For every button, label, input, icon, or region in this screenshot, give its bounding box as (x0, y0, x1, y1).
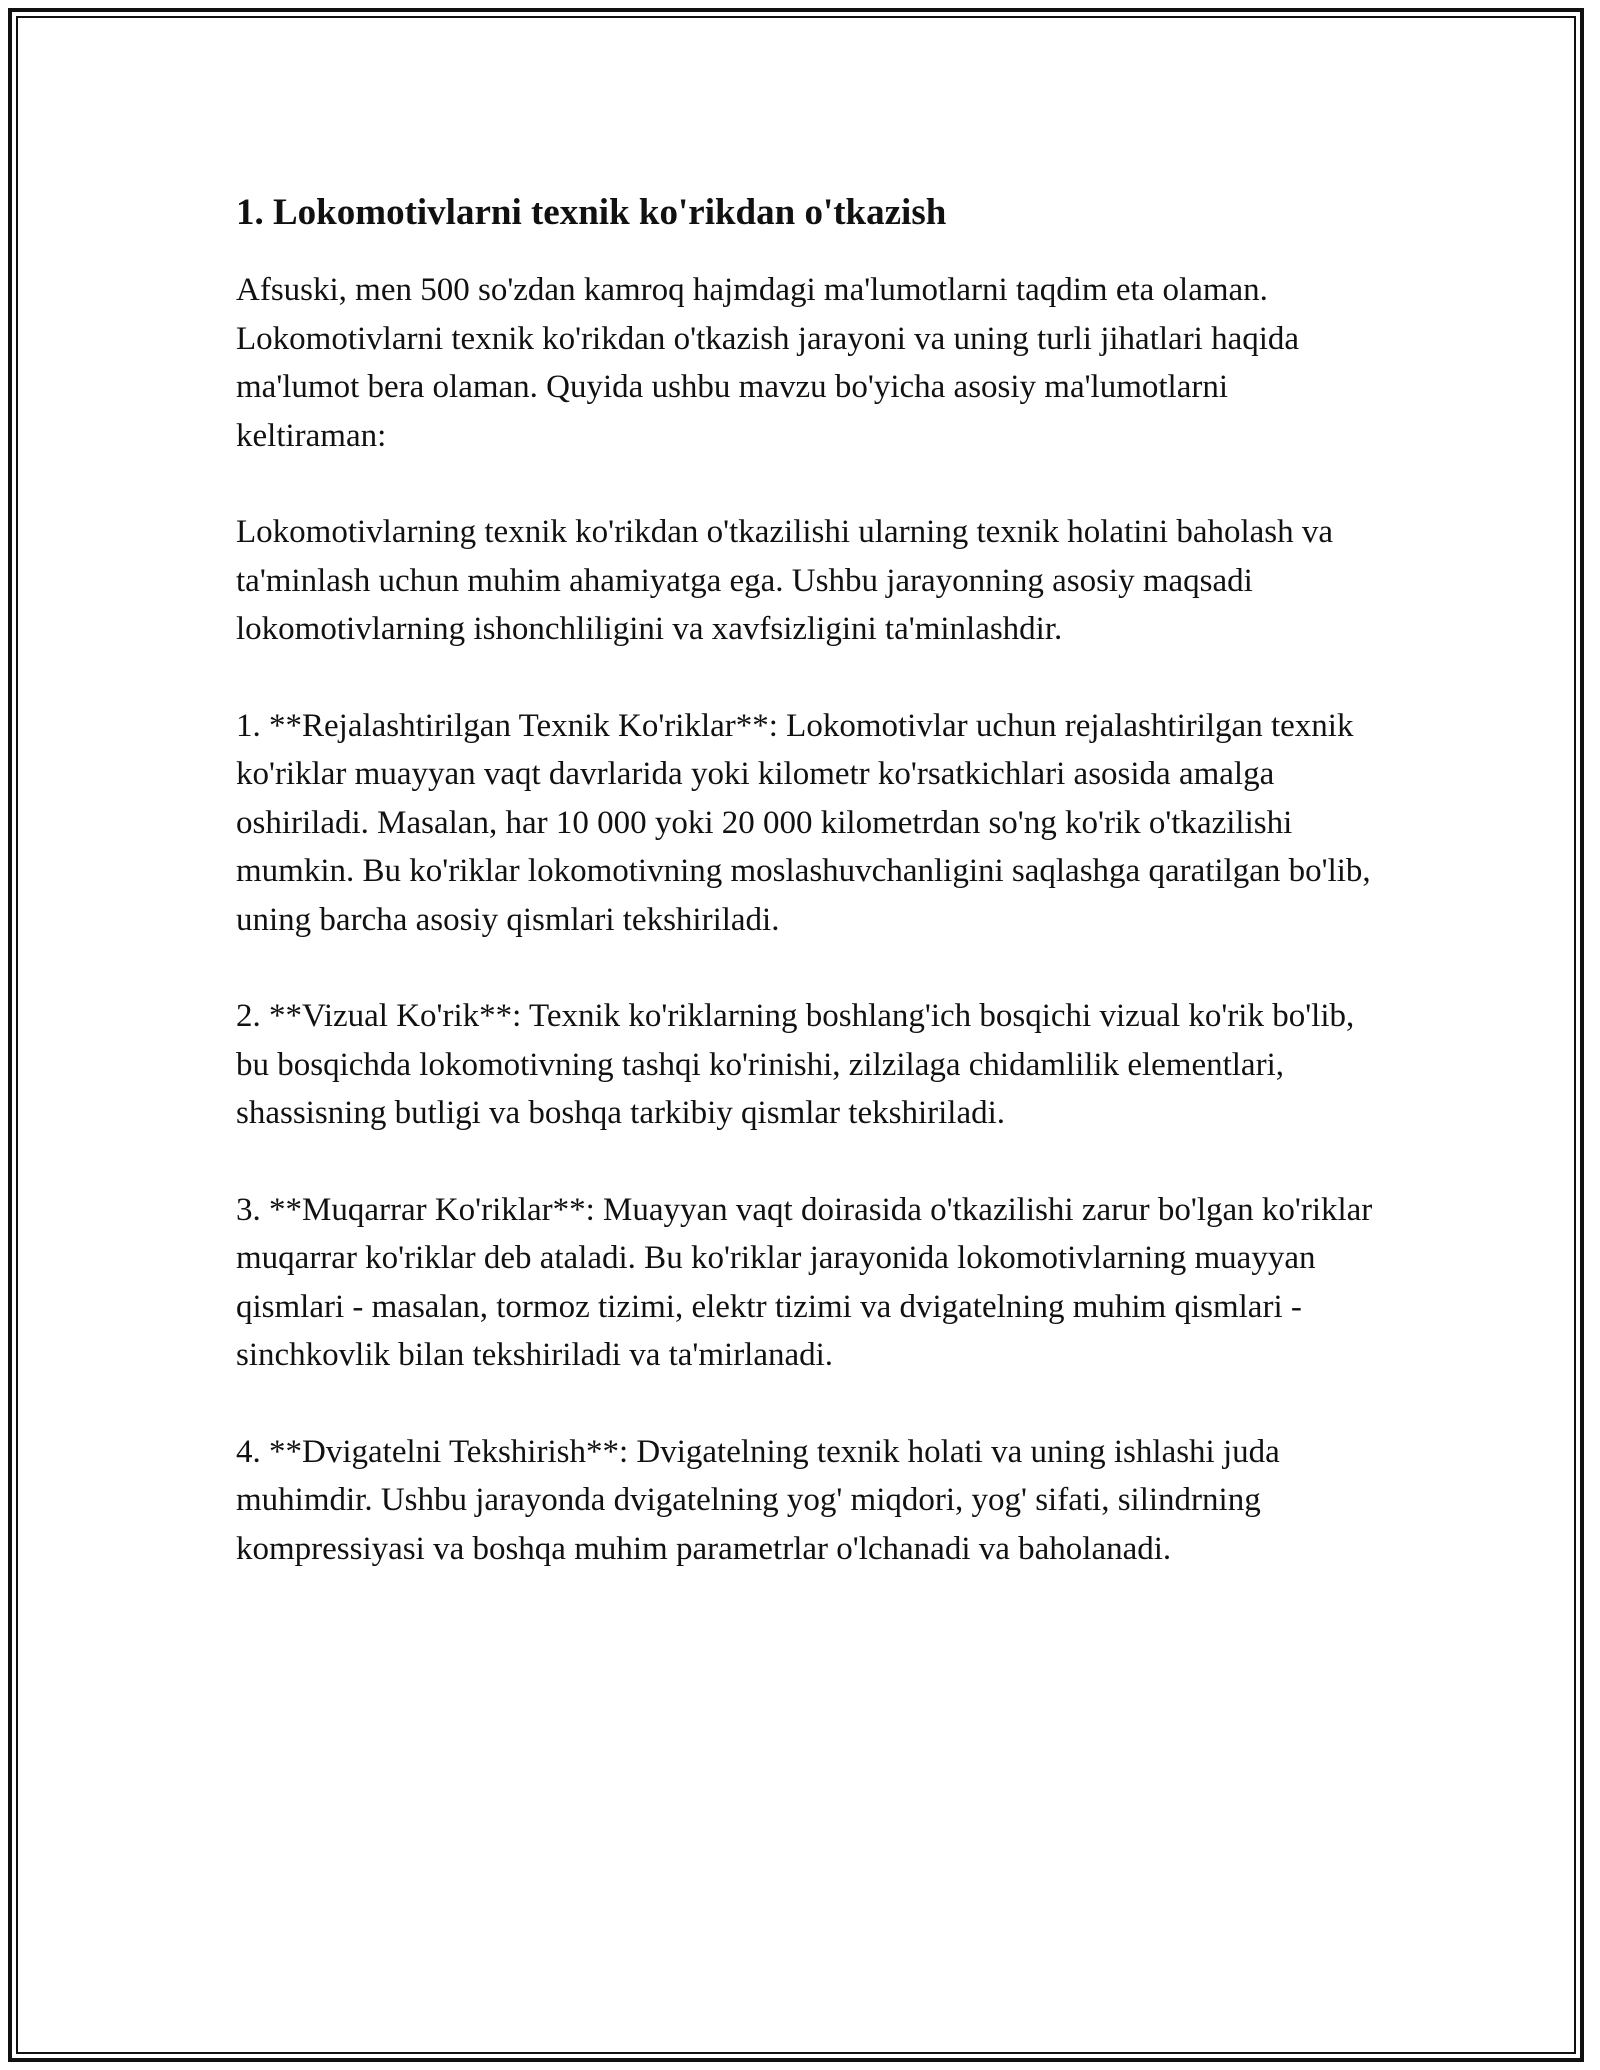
paragraph-intro: Afsuski, men 500 so'zdan kamroq hajmdagi ma'lumotlarni taqdim eta olaman. Lokomotivlarni texnik ko'rikdan o'tkazish jarayoni va uning turli jihatlari haqida ma'lumot bera olaman. Quyida ushbu mavzu bo'yicha asosiy ma'lumotlarni keltiraman: (236, 272, 1300, 454)
paragraph-item-1: 1. **Rejalashtirilgan Texnik Ko'riklar**: Lokomotivlar uchun rejalashtirilgan texnik ko'riklar muayyan vaqt davrlarida yoki kilometr ko'rsatkichlari asosida amalga oshiriladi. Masalan, har 10 000 yoki 20 000 kilometrdan so'ng ko'rik o'tkazilishi mumkin. Bu ko'riklar lokomotivning moslashuvchanligini saqlashga qaratilgan bo'lib, uning barcha asosiy qismlari tekshiriladi. (236, 707, 1371, 938)
paragraph-item-3: 3. **Muqarrar Ko'riklar**: Muayyan vaqt doirasida o'tkazilishi zarur bo'lgan ko'riklar muqarrar ko'riklar deb ataladi. Bu ko'riklar jarayonida lokomotivlarning muayyan qismlari - masalan, tormoz tizimi, elektr tizimi va dvigatelning muhim qismlari - sinchkovlik bilan tekshiriladi va ta'mirlanadi. (236, 1191, 1373, 1373)
document-heading: 1. Lokomotivlarni texnik ko'rikdan o'tkazish (236, 192, 947, 233)
document-body (236, 186, 1386, 1621)
paragraph-item-2: 2. **Vizual Ko'rik**: Texnik ko'riklarning boshlang'ich bosqichi vizual ko'rik bo'lib, bu bosqichda lokomotivning tashqi ko'rinishi, zilzilaga chidamlilik elementlari, shassisning butligi va boshqa tarkibiy qismlar tekshiriladi. (236, 998, 1355, 1131)
paragraph-item-4: 4. **Dvigatelni Tekshirish**: Dvigatelning texnik holati va uning ishlashi juda muhimdir. Ushbu jarayonda dvigatelning yog' miqdori, yog' sifati, silindrning kompressiyasi va boshqa muhim parametrlar o'lchanadi va baholanadi. (236, 1433, 1280, 1567)
paragraph-purpose: Lokomotivlarning texnik ko'rikdan o'tkazilishi ularning texnik holatini baholash va ta'minlash uchun muhim ahamiyatga ega. Ushbu jarayonning asosiy maqsadi lokomotivlarning ishonchliligini va xavfsizligini ta'minlashdir. (236, 514, 1334, 647)
